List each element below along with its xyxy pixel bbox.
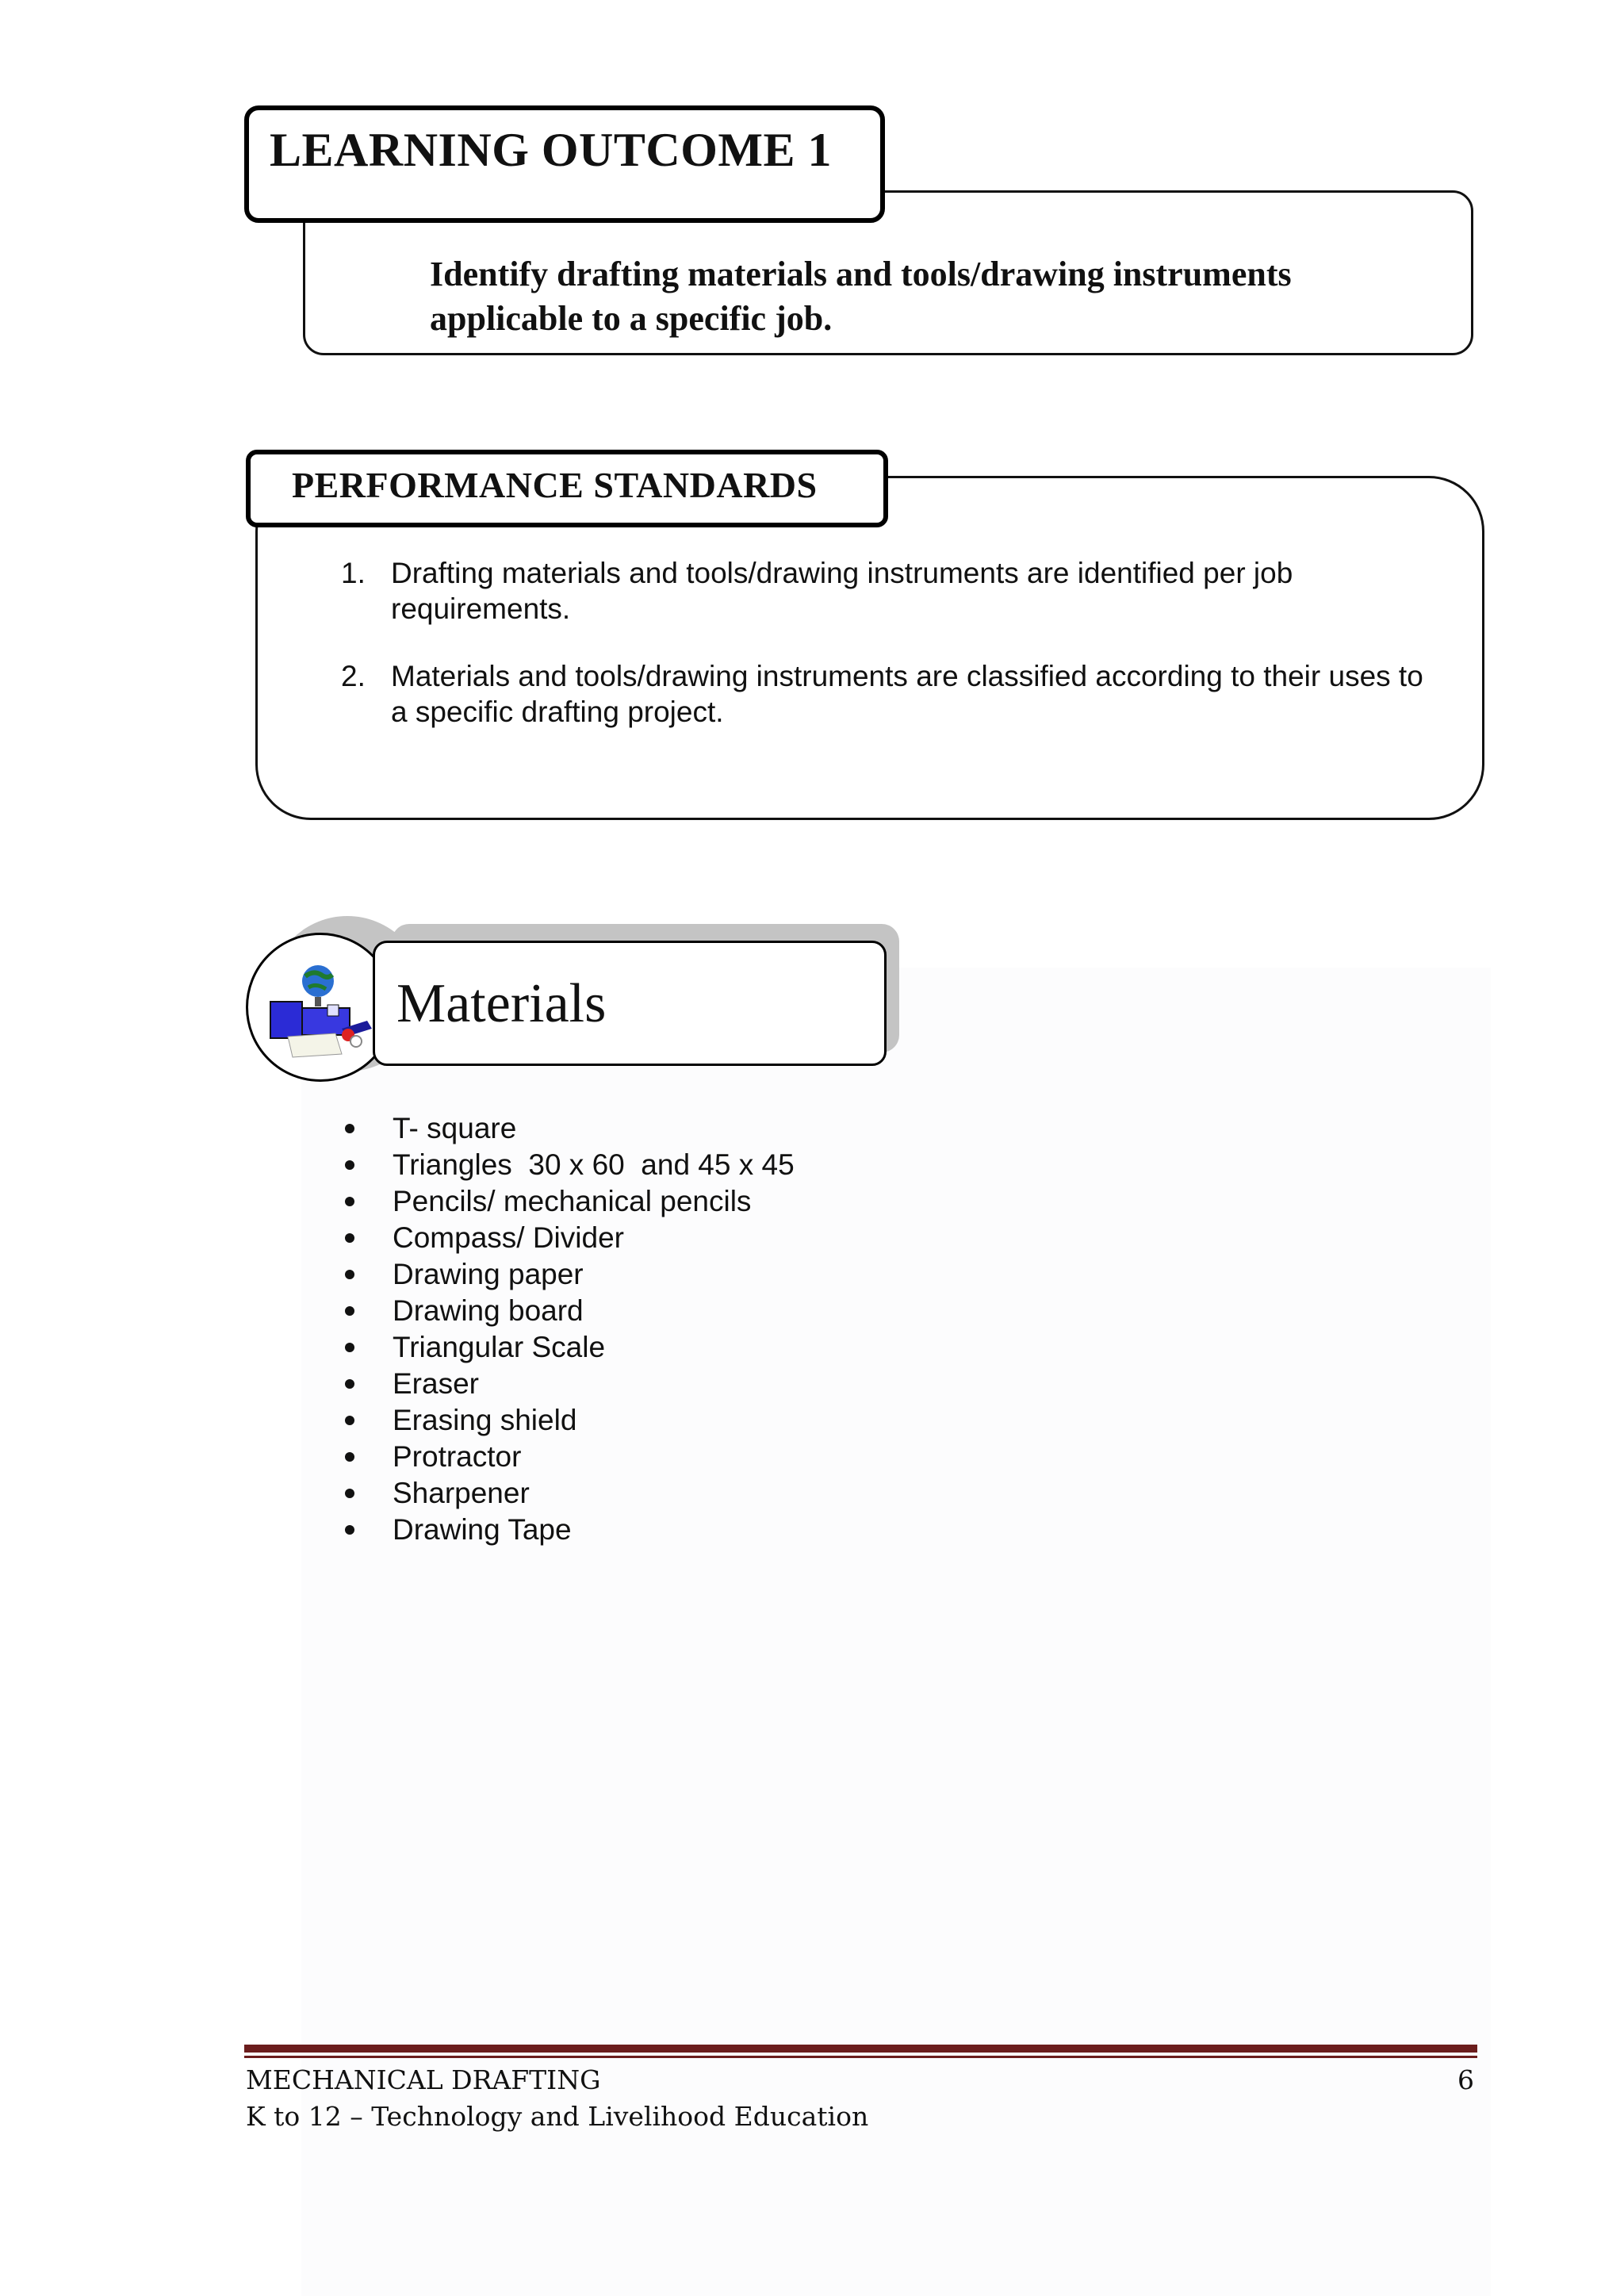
- list-item: [341, 1475, 795, 1512]
- footer-program-title: K to 12 – Technology and Livelihood Education: [246, 2101, 869, 2132]
- list-item-number: 1.: [341, 557, 366, 589]
- materials-title: Materials: [396, 973, 607, 1034]
- bullet-icon: [345, 1124, 354, 1133]
- list-item-text: Drafting materials and tools/drawing instruments are identified per job requirements.: [391, 557, 1293, 625]
- list-item-text: Drawing Tape: [393, 1513, 572, 1546]
- bullet-icon: [345, 1452, 354, 1462]
- list-item: [341, 1110, 795, 1147]
- list-item: [341, 1147, 795, 1183]
- list-item-text: Materials and tools/drawing instruments are classified according to their uses to a specific drafting project.: [391, 660, 1423, 728]
- list-item-text: Protractor: [393, 1440, 522, 1473]
- list-item-text: Triangles 30 x 60 and 45 x 45: [393, 1148, 795, 1181]
- bullet-icon: [345, 1160, 354, 1170]
- bullet-icon: [345, 1416, 354, 1425]
- list-item: [341, 1220, 795, 1256]
- list-item-text: Compass/ Divider: [393, 1221, 624, 1254]
- list-item: [333, 658, 1443, 730]
- list-item-text: Pencils/ mechanical pencils: [393, 1185, 752, 1217]
- list-item-number: 2.: [341, 660, 366, 692]
- list-item: [341, 1293, 795, 1329]
- bullet-icon: [345, 1489, 354, 1498]
- footer-rule: [244, 2045, 1477, 2053]
- list-item-text: Sharpener: [393, 1477, 530, 1509]
- page-number: 6: [1457, 2064, 1474, 2095]
- list-item: [341, 1183, 795, 1220]
- bullet-icon: [345, 1379, 354, 1389]
- footer-text: [246, 2062, 868, 2135]
- list-item: [341, 1439, 795, 1475]
- list-item: [341, 1402, 795, 1439]
- list-item: [341, 1329, 795, 1366]
- list-item: [333, 555, 1443, 627]
- list-item-text: Drawing paper: [393, 1258, 584, 1290]
- list-item: [341, 1366, 795, 1402]
- list-item-text: Eraser: [393, 1367, 479, 1400]
- footer-rule-thin: [244, 2056, 1477, 2058]
- list-item-text: Erasing shield: [393, 1404, 577, 1436]
- materials-list: [341, 1110, 795, 1548]
- list-item-text: T- square: [393, 1112, 517, 1144]
- bullet-icon: [345, 1343, 354, 1352]
- bullet-icon: [345, 1525, 354, 1535]
- bullet-icon: [345, 1233, 354, 1243]
- list-item: [341, 1512, 795, 1548]
- list-item-text: Triangular Scale: [393, 1331, 606, 1363]
- performance-standards-list: [333, 555, 1443, 761]
- list-item: [341, 1256, 795, 1293]
- bullet-icon: [345, 1270, 354, 1279]
- learning-outcome-text: Identify drafting materials and tools/drawing instruments applicable to a specific job.: [430, 255, 1292, 338]
- bullet-icon: [345, 1306, 354, 1316]
- performance-standards-title: PERFORMANCE STANDARDS: [292, 465, 818, 505]
- footer-course-title: MECHANICAL DRAFTING: [246, 2064, 601, 2095]
- learning-outcome-title: LEARNING OUTCOME 1: [270, 124, 833, 176]
- bullet-icon: [345, 1197, 354, 1206]
- list-item-text: Drawing board: [393, 1294, 584, 1327]
